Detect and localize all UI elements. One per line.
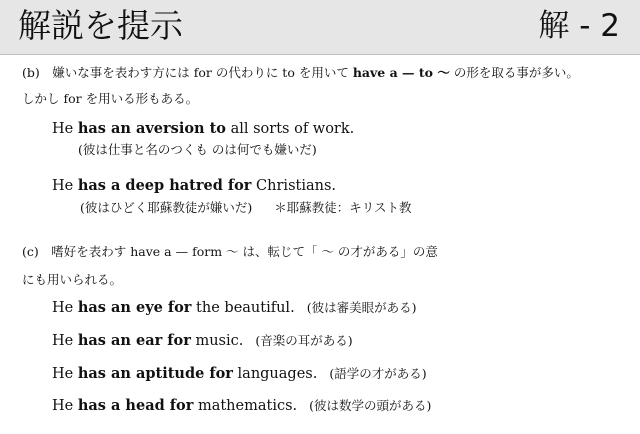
page-label: 解 - 2 <box>538 8 620 44</box>
example-phrase: has a deep hatred for <box>77 177 252 194</box>
slide-header <box>0 0 640 55</box>
example-object: music. <box>190 333 244 349</box>
example-object: languages. <box>232 366 318 382</box>
example-translation: (彼は仕事と名のつくも のは何でも嫌いだ) <box>78 142 317 157</box>
example-row <box>52 298 416 318</box>
example-phrase: has an aversion to <box>77 120 226 137</box>
example-translation-row <box>80 199 412 217</box>
section-b-pattern: have a — to 〜 <box>352 65 450 80</box>
example-sentence <box>52 119 354 139</box>
footnote: ＊耶蘇教徒：キリスト教 <box>274 200 412 215</box>
example-subject: He <box>52 300 78 316</box>
example-subject: He <box>52 121 78 137</box>
example-translation: (語学の才がある) <box>329 366 427 381</box>
section-b-line-1 <box>22 64 579 82</box>
example-phrase: has a head for <box>77 397 194 414</box>
example-row <box>52 364 427 384</box>
example-translation: (彼はひどく耶蘇教徒が嫌いだ) <box>80 200 253 215</box>
example-phrase: has an aptitude for <box>77 365 233 382</box>
example-phrase: has an ear for <box>77 332 191 349</box>
example-subject: He <box>52 178 78 194</box>
example-phrase: has an eye for <box>77 299 192 316</box>
section-b-line-1-tail: の形を取る事が多い。 <box>449 65 579 80</box>
example-object: mathematics. <box>193 398 298 414</box>
section-b-line-1-text: (b) 嫌いな事を表わす方には for の代わりに to を用いて <box>22 65 353 80</box>
example-sentence <box>52 176 336 196</box>
example-subject: He <box>52 398 78 414</box>
slide-title: 解説を提示 <box>18 6 183 45</box>
example-row <box>52 331 353 351</box>
section-c-line-2: にも用いられる。 <box>22 272 123 287</box>
example-translation: (彼は数学の頭がある) <box>309 398 432 413</box>
example-object: Christians. <box>251 178 337 194</box>
example-subject: He <box>52 333 78 349</box>
section-b-line-2: しかし for を用いる形もある。 <box>22 91 199 106</box>
example-translation: (彼は審美眼がある) <box>306 300 417 315</box>
example-object: the beautiful. <box>191 300 295 316</box>
example-object: all sorts of work. <box>225 121 355 137</box>
example-translation: (音楽の耳がある) <box>255 333 353 348</box>
example-subject: He <box>52 366 78 382</box>
example-row <box>52 396 431 416</box>
section-c-line-1: (c) 嗜好を表わす have a — form 〜 は、転じて「 〜 の才がある」の意 <box>22 244 438 259</box>
